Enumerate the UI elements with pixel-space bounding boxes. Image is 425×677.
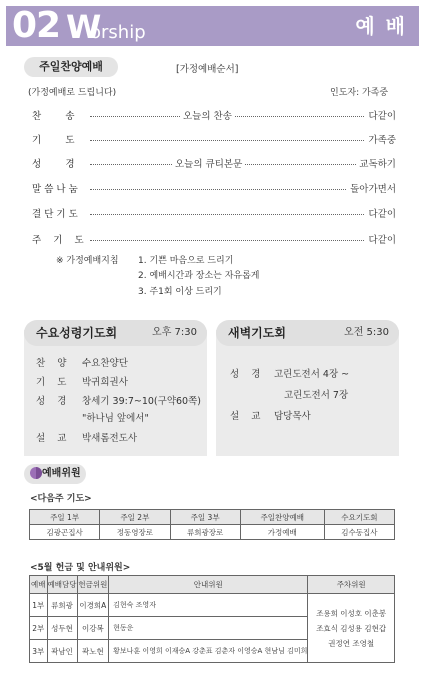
order-row [32,156,396,170]
guide-label: ※ 가정예배지침 [56,256,119,266]
section-number: 02 [12,5,61,46]
order-row [32,108,396,122]
offering-cell: 곽노현 [77,640,109,663]
item-value: 창세기 39:7~10(구약60쪽) [82,396,201,407]
parking-cell [308,594,395,663]
order-row [32,206,396,220]
order-row [32,132,396,146]
prayer-value-cell: 김수동집사 [324,525,394,540]
dotted-leader [90,140,396,141]
prayer-value-cell: 김광곤집사 [30,525,100,540]
dotted-leader [90,214,396,215]
order-person: 교독하기 [356,156,396,170]
section-title-en: orship [90,22,146,43]
order-label: 말 씀 나 눔 [32,184,78,195]
offering-header-cell: 주차위원 [308,576,395,594]
order-label: 찬 송 [32,111,75,122]
order-person: 돌아가면서 [347,181,396,195]
offering-cell: 곽남인 [47,640,77,663]
parking-line: 조효식 김성용 김현갑 [316,623,387,633]
wednesday-header [24,320,207,346]
dotted-leader [90,240,396,241]
family-intro: (가정예배로 드립니다) [28,88,117,98]
wednesday-time: 오후 7:30 [152,327,197,338]
dotted-leader [90,116,396,117]
order-row [32,232,396,246]
item-value: 박귀희권사 [82,377,128,388]
item-value: 박새롬전도사 [82,433,138,444]
order-person: 가족중 [365,132,396,146]
order-detail: 오늘의 큐티본문 [172,156,245,170]
offering-table [29,575,395,663]
prayer-header-cell: 수요기도회 [324,510,394,525]
order-person: 다같이 [365,206,396,220]
offering-cell: 1부 [30,594,48,617]
offering-cell: 현동운 [109,617,308,640]
order-person: 다같이 [365,232,396,246]
offering-cell: 김현숙 조영자 [109,594,308,617]
item-label: 기 도 [36,377,67,388]
offering-header-cell: 안내위원 [109,576,308,594]
parking-line: 조용희 이성호 이춘봉 [316,608,387,618]
order-person: 다같이 [365,108,396,122]
dawn-title: 새벽기도회 [228,326,286,340]
prayer-table [29,509,395,540]
wednesday-title: 수요성령기도회 [36,326,118,340]
offering-cell: 이경희A [77,594,109,617]
offering-cell: 이강복 [77,617,109,640]
prayer-title: <다음주 기도> [30,494,92,504]
family-worship-title: 주일찬양예배 [24,57,118,77]
section-header [6,6,419,46]
parking-line: 권정연 조영철 [328,638,375,648]
item-label: 찬 양 [36,358,67,369]
item-label: 설 교 [230,411,261,422]
roles-title: 예배위원 [42,468,81,479]
offering-header-cell: 예배담당 [47,576,77,594]
offering-title: <5월 헌금 및 안내위원> [30,563,131,573]
guide-item: 2. 예배시간과 장소는 자유롭게 [138,271,260,281]
order-label: 성 경 [32,159,75,170]
table-row [30,594,395,617]
prayer-value-cell: 가정예배 [240,525,324,540]
prayer-value-cell: 정동영장로 [100,525,170,540]
offering-cell: 황보나훈 이영희 이재승A 강춘표 김춘자 이영승A 현남님 김미희 [109,640,308,663]
leader-info: 인도자: 가족중 [330,88,389,98]
guide-item: 3. 주1회 이상 드리기 [138,287,222,297]
prayer-header-cell: 주일 2부 [100,510,170,525]
order-detail: 오늘의 찬송 [180,108,235,122]
order-label: 주 기 도 [32,235,84,246]
family-order-title: [가정예배순서] [176,64,239,75]
roles-icon [30,467,42,479]
offering-cell: 류희광 [47,594,77,617]
item-label: 성 경 [230,369,261,380]
order-row [32,181,396,195]
prayer-value-cell: 류희광장로 [170,525,240,540]
offering-cell: 3부 [30,640,48,663]
item-value: 수요찬양단 [82,358,128,369]
prayer-header-cell: 주일 3부 [170,510,240,525]
offering-cell: 성두현 [47,617,77,640]
prayer-header-cell: 주일 1부 [30,510,100,525]
order-label: 결 단 기 도 [32,209,78,220]
guide-item: 1. 기쁜 마음으로 드리기 [138,256,234,266]
item-label: 성 경 [36,396,67,407]
order-label: 기 도 [32,135,75,146]
offering-cell: 2부 [30,617,48,640]
prayer-header-cell: 주일찬양예배 [240,510,324,525]
item-value: 담당목사 [274,411,311,422]
item-value: 고린도전서 7장 [284,390,349,401]
item-label: 설 교 [36,433,67,444]
item-value: 고린도전서 4장 ~ [274,369,350,380]
offering-header-cell: 예배 [30,576,48,594]
item-value: "하나님 앞에서" [82,413,149,424]
section-title-initial: W [66,8,102,46]
dawn-header [216,320,399,346]
section-title-kr: 예 배 [355,14,407,38]
offering-header-cell: 헌금위원 [77,576,109,594]
dawn-time: 오전 5:30 [344,327,389,338]
